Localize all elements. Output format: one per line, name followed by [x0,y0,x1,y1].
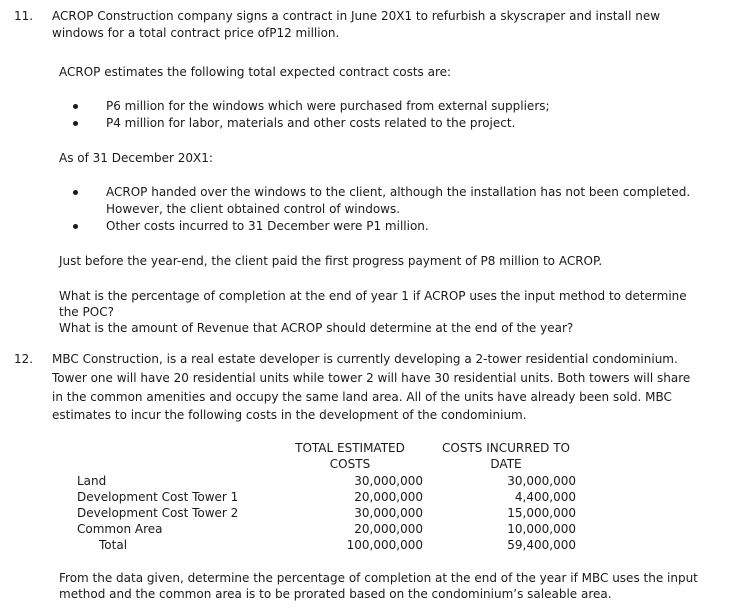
q11-estimates-heading: ACROP estimates the following total expected contract costs are: [59,65,452,79]
q11-asof-item-1-line-1: ACROP handed over the windows to the client, although the installation has not been completed. [106,185,691,199]
q11-asof-item-2: Other costs incurred to 31 December were P1 million. [106,219,429,233]
cell-estimated-land: 30,000,000 [354,474,423,488]
row-label-tower-2: Development Cost Tower 2 [77,506,239,520]
q12-question-line-1: From the data given, determine the percentage of completion at the end of the year if MBC uses the input [59,571,698,585]
q12-intro-line-2: Tower one will have 20 residential units while tower 2 will have 30 residential units. Both towers will share [52,371,691,385]
q11-payment-text: Just before the year-end, the client paid the first progress payment of P8 million to ACROP. [59,254,603,268]
q11-intro-line-1: ACROP Construction company signs a contract in June 20X1 to refurbish a skyscraper and install new [52,9,661,23]
header-total-estimated-line-1: TOTAL ESTIMATED [295,441,405,455]
cell-estimated-common-area: 20,000,000 [354,522,423,536]
cell-incurred-total: 59,400,000 [507,538,576,552]
q12-intro-line-3: in the common amenities and occupy the same land area. All of the units have already been sold. MBC [52,390,672,404]
row-label-land: Land [77,474,107,488]
bullet-icon [73,190,78,195]
row-label-common-area: Common Area [77,522,163,536]
q12-question-line-2: method and the common area is to be prorated based on the condominium’s saleable area. [59,587,612,601]
cell-incurred-common-area: 10,000,000 [507,522,576,536]
q11-asof-heading: As of 31 December 20X1: [59,151,213,165]
q11-question-line-3: What is the amount of Revenue that ACROP should determine at the end of the year? [59,321,574,335]
q11-question-line-1: What is the percentage of completion at the end of year 1 if ACROP uses the input method to determine [59,289,687,303]
cell-estimated-tower-2: 30,000,000 [354,506,423,520]
q11-asof-item-1-line-2: However, the client obtained control of windows. [106,202,401,216]
question-11-number: 11. [14,9,34,23]
cell-incurred-tower-2: 15,000,000 [507,506,576,520]
cell-estimated-total: 100,000,000 [346,538,423,552]
question-12-number: 12. [14,352,34,366]
q12-intro-line-4: estimates to incur the following costs in the development of the condominium. [52,408,527,422]
q11-intro-line-2: windows for a total contract price ofP12 million. [52,26,340,40]
q11-estimate-item-1: P6 million for the windows which were purchased from external suppliers; [106,99,550,113]
header-costs-incurred-line-2: DATE [490,457,522,471]
bullet-icon [73,104,78,109]
row-label-tower-1: Development Cost Tower 1 [77,490,239,504]
q11-question-line-2: the POC? [59,305,114,319]
cell-incurred-land: 30,000,000 [507,474,576,488]
q12-intro-line-1: MBC Construction, is a real estate developer is currently developing a 2-tower residential condominium. [52,352,678,366]
bullet-icon [73,224,78,229]
bullet-icon [73,121,78,126]
header-costs-incurred-line-1: COSTS INCURRED TO [442,441,570,455]
cell-incurred-tower-1: 4,400,000 [514,490,576,504]
q11-estimate-item-2: P4 million for labor, materials and other costs related to the project. [106,116,516,130]
row-label-total: Total [99,538,128,552]
cell-estimated-tower-1: 20,000,000 [354,490,423,504]
header-total-estimated-line-2: COSTS [329,457,371,471]
